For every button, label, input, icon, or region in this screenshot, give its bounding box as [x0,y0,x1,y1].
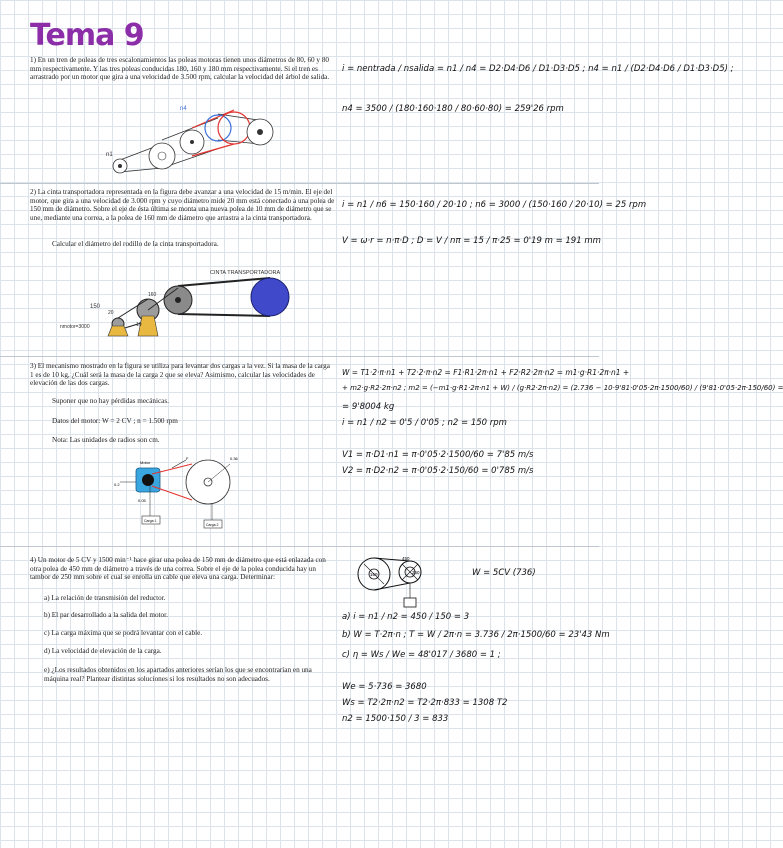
q2-solution-line2: V = ω·r = n·π·D ; D = V / nπ = 15 / π·25 = 0'19 m = 191 mm [342,236,601,246]
q1-solution-line1: i = nentrada / nsalida = n1 / n4 = D2·D4·D6 / D1·D3·D5 ; n4 = n1 / (D2·D4·D6 / D1·D3·D5) ; [342,64,734,74]
question-3-text: 3) El mecanismo mostrado en la figura se utiliza para levantar dos cargas a la vez. Si la masa de la carga 1 es de 10 kg, ¿Cuál será la masa de la carga 2 que se eleva? Asimismo, calcular las velocidades de elevación de las dos cargas. [30,362,330,388]
q1-solution-line2: n4 = 3500 / (180·160·180 / 80·60·80) = 259'26 rpm [342,104,564,114]
q4-fig-label-150: 150 [370,572,378,577]
q4-solution-b: b) W = T·2π·n ; T = W / 2π·n = 3.736 / 2π·1500/60 = 23'43 Nm [342,630,610,640]
separator [0,546,599,547]
q4-power-note: W = 5CV (736) [472,568,536,578]
q3-fig-label-carga2: Carga 2 [206,523,219,527]
question-1-text: 1) En un tren de poleas de tres escalonamientos las poleas motoras tienen unos diámetros de 80, 60 y 80 mm respectivamente. Y las tres poleas conducidas 180, 160 y 180 mm respectivamente. Si el tren es arrastrado por un motor que gira a una velocidad de 3.500 rpm, calcular la velocidad del árbol de salida. [30,56,330,82]
q1-fig-label-n4: n4 [180,106,187,112]
question-3-figure [112,452,252,532]
q1-fig-label-n1: n1 [106,152,113,158]
q4-solution-ws: Ws = T2·2π·n2 = T2·2π·833 = 1308 T2 [342,698,508,708]
question-4-item-d: d) La velocidad de elevación de la carga. [44,647,162,655]
q4-solution-a: a) i = n1 / n2 = 450 / 150 = 3 [342,612,470,622]
q3-solution-line4: i = n1 / n2 = 0'5 / 0'05 ; n2 = 150 rpm [342,418,507,428]
q3-solution-line2: + m2·g·R2·2π·n2 ; m2 = (−m1·g·R1·2π·n1 + W) / (g·R2·2π·n2) = (2.736 − 10·9'81·0'05·2π·1500/60) / (9'81·0'05·2π·150/60) = [342,384,783,392]
separator [0,356,599,357]
question-3-note-1: Suponer que no hay pérdidas mecánicas. [52,397,169,405]
q3-fig-label-02: 0.2 [114,482,120,487]
q3-fig-label-F: F [186,456,189,461]
q4-solution-n2: n2 = 1500·150 / 3 = 833 [342,714,449,724]
question-4-item-b: b) El par desarrollado a la salida del motor. [44,611,168,619]
q2-fig-label-160: 160 [148,292,157,298]
question-4-text: 4) Un motor de 5 CV y 1500 min⁻¹ hace girar una polea de 150 mm de diámetro que está enlazada con otra polea de 450 mm de diámetro a través de una correa. Sobre el eje de la polea conducida hay un tambor de 250 mm sobre el cual se enrolla un cable que eleva una carga. Determinar: [30,556,326,582]
question-3-note-3: Nota: Las unidades de radios son cm. [52,436,160,444]
q3-solution-line5: V1 = π·D1·n1 = π·0'05·2·1500/60 = 7'85 m/s [342,450,534,460]
q2-fig-label-10: 10 [136,322,142,328]
q3-solution-line1: W = T1·2·π·n1 + T2·2·π·n2 = F1·R1·2π·n1 + F2·R2·2π·n2 = m1·g·R1·2π·n1 + [342,368,630,377]
q2-fig-label-nmotor: nmotor=3000 [60,324,90,330]
separator [0,183,599,184]
question-2-subtext: Calcular el diámetro del rodillo de la cinta transportadora. [52,240,219,248]
question-4-item-e: e) ¿Los resultados obtenidos en los apartados anteriores serían los que se encontrarían en una máquina real? Plantear distintas soluciones si los resultados no son adecuados. [44,666,312,683]
q4-fig-label-450: 450 [402,556,410,561]
q4-solution-we: We = 5·736 = 3680 [342,682,427,692]
question-4-item-c: c) La carga máxima que se podrá levantar con el cable. [44,629,203,637]
question-2-figure [60,266,300,340]
q2-fig-label-20: 20 [108,310,114,316]
question-3-note-2: Datos del motor: W = 2 CV ; n = 1.500 rpm [52,417,178,425]
q3-fig-label-036: 0.36 [230,456,238,461]
question-4-figure [352,554,452,612]
q4-fig-label-250: 250 [412,570,420,575]
question-2-text: 2) La cinta transportadora representada en la figura debe avanzar a una velocidad de 15 m/min. El eje del motor, que gira a una velocidad de 3.000 rpm y cuyo diámetro mide 20 mm está conectado a una polea de 150 mm de diámetro. Sobre el eje de ésta última se monta una nueva polea de 10 mm de diámetro que se une, mediante una correa, a la polea de 160 mm de diámetro que arrastra a la cinta transportadora. [30,188,335,222]
question-1-figure [100,100,290,180]
q2-fig-label-150: 150 [90,304,101,310]
q3-fig-label-carga1: Carga 1 [144,519,157,523]
q3-fig-label-motor: Motor [140,460,151,465]
q4-solution-c: c) η = Ws / We = 48'017 / 3680 = 1 ; [342,650,501,660]
q3-solution-line3: = 9'8004 kg [342,402,395,412]
q3-fig-label-005: 0.05 [138,498,146,503]
conveyor-title: CINTA TRANSPORTADORA [210,270,281,276]
question-4-item-a: a) La relación de transmisión del reductor. [44,594,166,602]
q2-solution-line1: i = n1 / n6 = 150·160 / 20·10 ; n6 = 3000 / (150·160 / 20·10) = 25 rpm [342,200,647,210]
page-title: Tema 9 [30,18,144,53]
q3-solution-line6: V2 = π·D2·n2 = π·0'05·2·150/60 = 0'785 m/s [342,466,534,476]
